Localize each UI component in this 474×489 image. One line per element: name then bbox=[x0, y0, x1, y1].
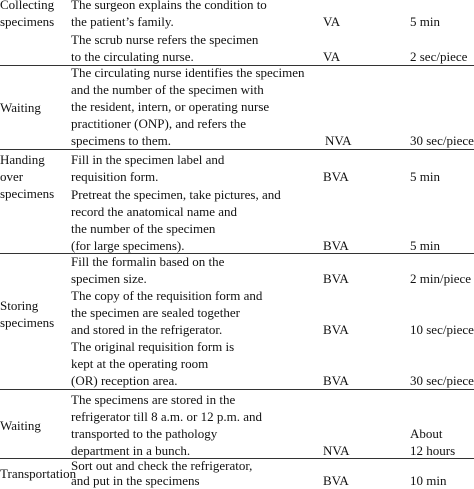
time-value: 5 min bbox=[410, 238, 440, 253]
stage-label: Waiting bbox=[0, 100, 41, 115]
stage-label: Waiting bbox=[0, 418, 41, 433]
step-text: Sort out and check the refrigerator, bbox=[71, 458, 253, 473]
stage-label: over bbox=[0, 169, 24, 184]
step-text: the specimen are sealed together bbox=[71, 305, 240, 320]
step-text: Fill in the specimen label and bbox=[71, 152, 225, 167]
step-text: and put in the specimens bbox=[71, 473, 200, 488]
activity-type: BVA bbox=[323, 322, 349, 337]
stage-label: specimens bbox=[0, 315, 55, 330]
step-text: transported to the pathology bbox=[71, 426, 218, 441]
stage-label: Collecting bbox=[0, 0, 55, 12]
step-text: specimens to them. bbox=[71, 133, 172, 148]
step-text: The circulating nurse identifies the specimen bbox=[71, 65, 305, 80]
stage-label: Transportation bbox=[0, 466, 77, 481]
time-value: 30 sec/piece bbox=[410, 133, 474, 148]
step-text: (for large specimens). bbox=[71, 238, 185, 253]
stage-label: specimens bbox=[0, 14, 55, 29]
stage-label: specimens bbox=[0, 186, 55, 201]
step-text: The copy of the requisition form and bbox=[71, 288, 263, 303]
step-text: The scrub nurse refers the specimen bbox=[71, 32, 259, 47]
activity-type: BVA bbox=[323, 373, 349, 388]
activity-type: NVA bbox=[325, 133, 352, 148]
time-value: 2 sec/piece bbox=[410, 49, 468, 64]
activity-type: BVA bbox=[323, 473, 349, 488]
step-text: The surgeon explains the condition to bbox=[71, 0, 267, 12]
time-value: 2 min/piece bbox=[410, 271, 472, 286]
activity-type: BVA bbox=[323, 169, 349, 184]
time-value: 5 min bbox=[410, 169, 440, 184]
step-text: the patient’s family. bbox=[71, 14, 174, 29]
step-text: to the circulating nurse. bbox=[71, 49, 194, 64]
time-value: 10 min bbox=[410, 473, 447, 488]
step-text: requisition form. bbox=[71, 169, 159, 184]
step-text: specimen size. bbox=[71, 271, 147, 286]
step-text: The specimens are stored in the bbox=[71, 392, 236, 407]
step-text: and the number of the specimen with bbox=[71, 82, 264, 97]
time-value: About bbox=[410, 426, 443, 441]
step-text: (OR) reception area. bbox=[71, 373, 178, 388]
time-value: 5 min bbox=[410, 14, 440, 29]
step-text: kept at the operating room bbox=[71, 356, 209, 371]
step-text: practitioner (ONP), and refers the bbox=[71, 116, 247, 131]
activity-type: BVA bbox=[323, 238, 349, 253]
activity-type: VA bbox=[323, 49, 341, 64]
step-text: refrigerator till 8 a.m. or 12 p.m. and bbox=[71, 409, 262, 424]
activity-type: NVA bbox=[323, 443, 350, 458]
step-text: Pretreat the specimen, take pictures, and bbox=[71, 187, 281, 202]
step-text: The original requisition form is bbox=[71, 339, 235, 354]
step-text: record the anatomical name and bbox=[71, 204, 238, 219]
step-text: the resident, intern, or operating nurse bbox=[71, 99, 270, 114]
row-divider bbox=[0, 389, 474, 390]
step-text: Fill the formalin based on the bbox=[71, 254, 225, 269]
stage-label: Storing bbox=[0, 298, 39, 313]
activity-type: BVA bbox=[323, 271, 349, 286]
time-value: 30 sec/piece bbox=[410, 373, 474, 388]
stage-label: Handing bbox=[0, 152, 45, 167]
activity-type: VA bbox=[323, 14, 341, 29]
time-value: 10 sec/piece bbox=[410, 322, 474, 337]
step-text: department in a bunch. bbox=[71, 443, 191, 458]
step-text: the number of the specimen bbox=[71, 221, 216, 236]
time-value: 12 hours bbox=[410, 443, 456, 458]
row-divider bbox=[0, 149, 474, 150]
step-text: and stored in the refrigerator. bbox=[71, 322, 223, 337]
